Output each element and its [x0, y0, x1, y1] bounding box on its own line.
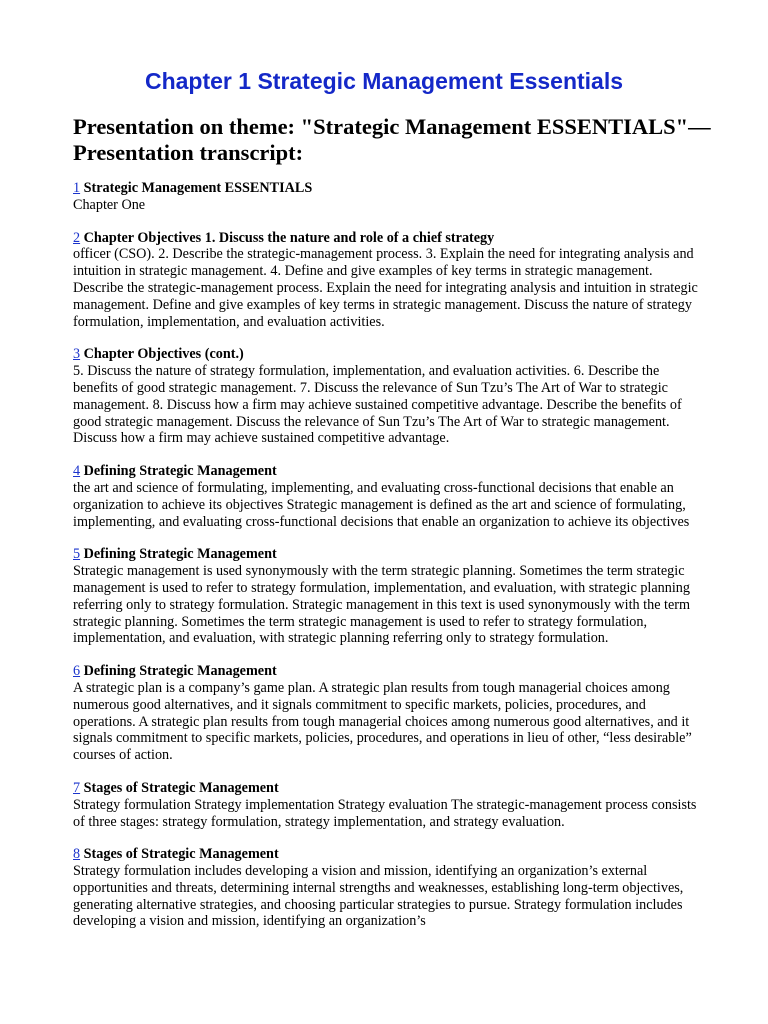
slide-title: Stages of Strategic Management — [83, 846, 279, 863]
slide-title: Defining Strategic Management — [83, 463, 277, 480]
slide-link[interactable]: 3 — [73, 346, 81, 363]
slide-link[interactable]: 6 — [73, 663, 81, 680]
slide-title: Strategic Management ESSENTIALS — [83, 180, 313, 196]
slide-text: Strategy formulation Strategy implementation Strategy evaluation The strategic-management process consists of three stages: strategy formulation, strategy implementation, and strategy evaluation. — [73, 796, 697, 830]
transcript — [73, 180, 703, 946]
slide-text: Strategic management is used synonymously with the term strategic planning. Sometimes the term strategic management is used to refer to strategy formulation, implementation, and evaluation, with strategic planning referring only to strategy formulation. Strategic management in this text is used synonymously with the term strategic planning. Sometimes the term strategic management is used to refer to strategy formulation, implementation, and evaluation, with strategic planning referring only to strategy formulation. — [73, 563, 691, 647]
slide-title: Chapter Objectives (cont.) — [83, 346, 244, 363]
slide-entry — [73, 463, 703, 530]
slide-title: Chapter Objectives 1. Discuss the nature and role of a chief strategy — [83, 229, 495, 246]
slide-entry — [73, 546, 703, 647]
slide-entry — [73, 780, 703, 830]
slide-link[interactable]: 5 — [73, 546, 81, 563]
slide-title: Defining Strategic Management — [83, 546, 277, 563]
slide-link[interactable]: 4 — [73, 463, 81, 480]
slide-text: Strategy formulation includes developing a vision and mission, identifying an organization’s external opportunities and threats, determining internal strengths and weaknesses, establishing long-term objectives, generating alternative strategies, and choosing particular strategies to pursue. Strategy formulation includes developing a vision and mission, identifying an organization’s — [73, 863, 684, 930]
slide-text: Chapter One — [73, 196, 146, 213]
document-title: Chapter 1 Strategic Management Essentials — [144, 68, 624, 94]
slide-link[interactable]: 2 — [73, 229, 81, 246]
slide-text: 5. Discuss the nature of strategy formulation, implementation, and evaluation activities. 6. Describe the benefits of good strategic management. 7. Discuss the relevance of Sun Tzu’s The Art of War to strategic management. 8. Discuss how a firm may achieve sustained competitive advantage. Describe the benefits of good strategic management. Discuss the relevance of Sun Tzu’s The Art of War to strategic management. Discuss how a firm may achieve sustained competitive advantage. — [73, 363, 682, 447]
slide-link[interactable]: 8 — [73, 846, 81, 863]
slide-title: Stages of Strategic Management — [83, 779, 279, 796]
slide-link[interactable]: 1 — [73, 180, 81, 196]
slide-entry — [73, 846, 703, 930]
slide-entry — [73, 663, 703, 764]
theme-heading: Presentation on theme: "Strategic Management ESSENTIALS"— Presentation transcript: — [73, 114, 711, 165]
slide-link[interactable]: 7 — [73, 779, 81, 796]
slide-entry — [73, 230, 703, 331]
slide-text: officer (CSO). 2. Describe the strategic-management process. 3. Explain the need for integrating analysis and intuition in strategic management. 4. Define and give examples of key terms in strategic management. Describe the strategic-management process. Explain the need for integrating analysis and intuition in strategic management. Define and give examples of key terms in strategic management. Discuss the nature of strategy formulation, implementation, and evaluation activities. — [73, 246, 698, 330]
slide-text: A strategic plan is a company’s game plan. A strategic plan results from tough managerial choices among numerous good alternatives, and it signals commitment to specific markets, policies, procedures, and operations. A strategic plan results from tough managerial choices among numerous good alternatives, and it signals commitment to specific markets, policies, procedures, and operations in lieu of other, “less desirable” courses of action. — [73, 679, 692, 764]
slide-entry — [73, 180, 703, 214]
slide-entry — [73, 346, 703, 447]
slide-title: Defining Strategic Management — [83, 663, 277, 680]
slide-text: the art and science of formulating, implementing, and evaluating cross-functional decisions that enable an organization to achieve its objectives Strategic management is defined as the art and science of formulating, implementing, and evaluating cross-functional decisions that enable an organization to achieve its objectives — [73, 479, 690, 530]
